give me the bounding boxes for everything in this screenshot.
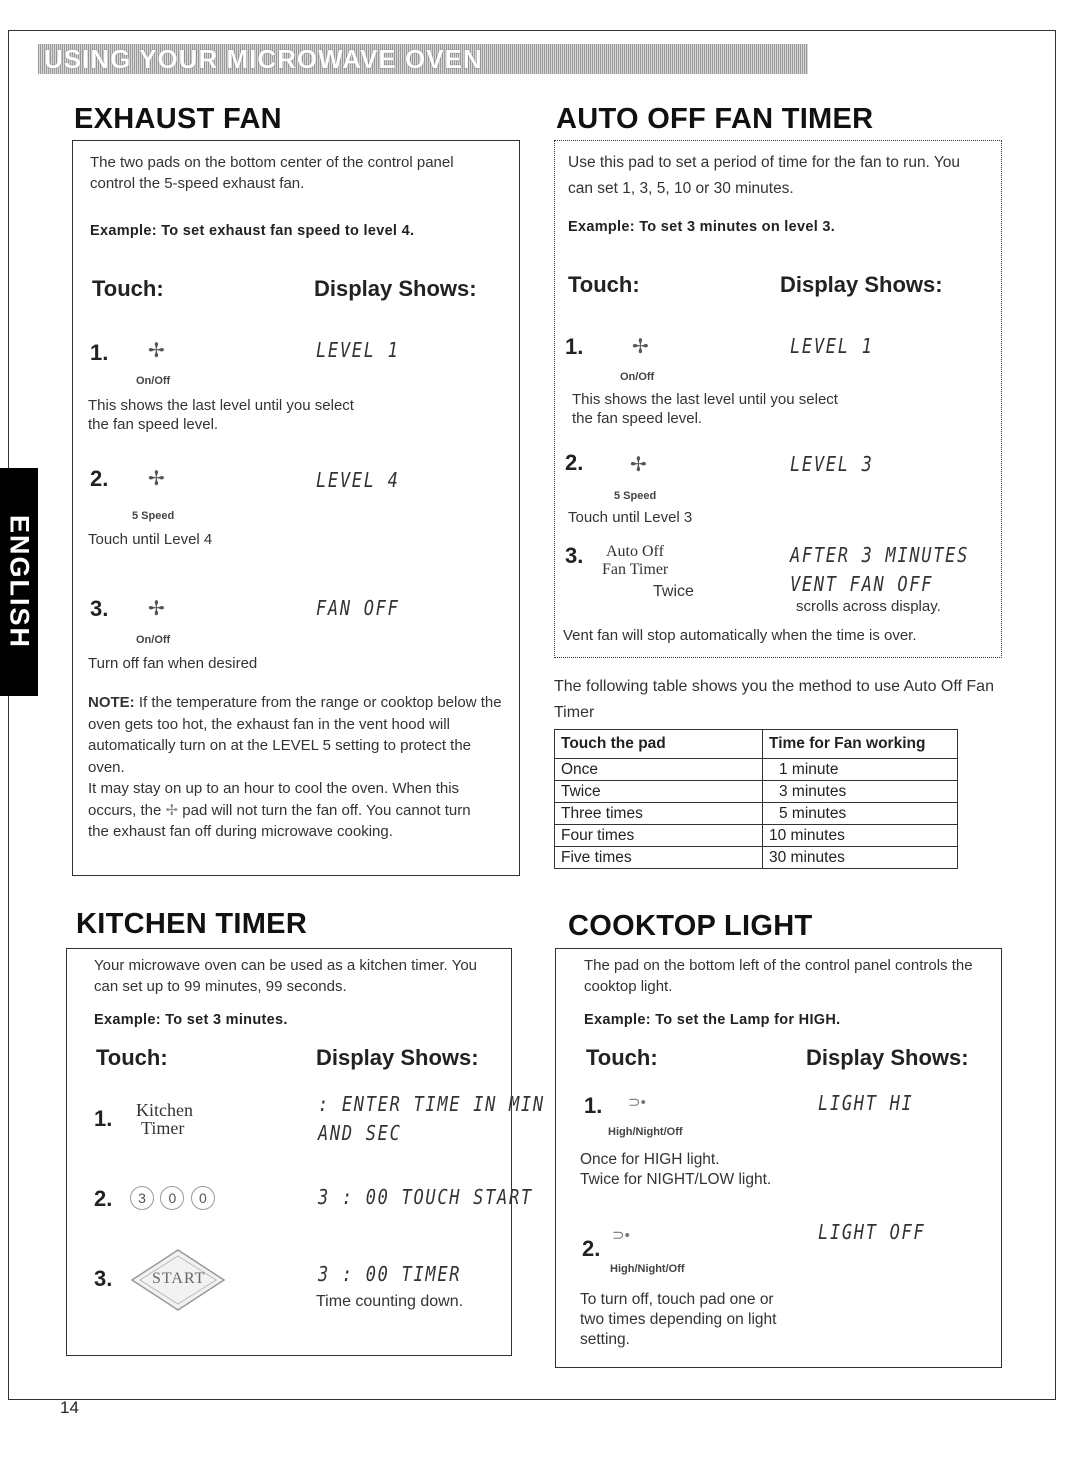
kitchen-timer-title: KITCHEN TIMER [76, 908, 308, 940]
step-number: 2. [94, 1186, 113, 1211]
display-readout: LEVEL 3 [790, 452, 874, 476]
step-number: 1. [565, 334, 584, 359]
fan-timer-table [554, 729, 958, 869]
cooktop-intro: The pad on the bottom left of the control panel controls the cooktop light. [584, 957, 973, 995]
step-number: 2. [90, 466, 109, 491]
kitchen-pad-label: Kitchen [136, 1100, 193, 1120]
step-number: 3. [90, 596, 109, 621]
table-cell: Four times [555, 825, 763, 847]
start-label: START [152, 1270, 206, 1287]
exhaust-note [88, 692, 510, 778]
fan-icon: ✢ [630, 454, 647, 476]
exhaust-example: Example: To set exhaust fan speed to level 4. [90, 223, 415, 239]
pad-label: 5 Speed [614, 490, 657, 502]
note-text: If the temperature from the range or cooktop below the oven gets too hot, the exhaust fan in the vent hood will automatically turn on at the LEVEL 5 setting to protect the oven. [88, 694, 502, 776]
fan-timer-pad-label: Fan Timer [602, 561, 669, 578]
step-note: This shows the last level until you select the fan speed level. [88, 397, 354, 433]
table-row [555, 825, 958, 847]
step-note: This shows the last level until you select the fan speed level. [572, 391, 838, 427]
step-note: Touch until Level 4 [88, 531, 213, 548]
exhaust-note-2 [88, 778, 488, 843]
display-readout: LIGHT OFF [818, 1220, 926, 1244]
kitchen-example: Example: To set 3 minutes. [94, 1012, 288, 1028]
table-cell: 5 minutes [763, 803, 958, 825]
note-text: pad will not turn the fan off. You cannot turn the exhaust fan off during microwave cooking. [88, 801, 471, 840]
kitchen-display-heading: Display Shows: [316, 1045, 479, 1070]
display-readout: FAN OFF [316, 596, 400, 620]
cooktop-light-title: COOKTOP LIGHT [568, 910, 813, 942]
step-number: 2. [565, 450, 584, 475]
cooktop-display-heading: Display Shows: [806, 1045, 969, 1070]
table-header: Time for Fan working [763, 730, 958, 759]
fan-icon: ✢ [148, 340, 165, 362]
auto-off-title: AUTO OFF FAN TIMER [556, 103, 874, 135]
light-icon: ⊃• [612, 1227, 630, 1244]
pad-label: On/Off [136, 634, 171, 646]
light-icon: ⊃• [628, 1094, 646, 1111]
display-readout: LIGHT HI [818, 1091, 914, 1115]
fan-icon: ✢ [148, 598, 165, 620]
table-row [555, 781, 958, 803]
step-number: 1. [584, 1093, 603, 1118]
table-cell: 3 minutes [763, 781, 958, 803]
display-readout: AND SEC [318, 1121, 402, 1145]
cooktop-touch-heading: Touch: [586, 1045, 658, 1070]
step-number: 3. [94, 1266, 113, 1291]
display-readout: 3 : 00 TIMER [318, 1262, 462, 1286]
display-readout: LEVEL 4 [316, 468, 400, 492]
table-intro: The following table shows you the method to use Auto Off Fan Timer [554, 678, 994, 721]
display-readout: LEVEL 1 [316, 338, 400, 362]
exhaust-fan-title: EXHAUST FAN [74, 103, 282, 135]
table-cell: 30 minutes [763, 847, 958, 869]
auto-off-example: Example: To set 3 minutes on level 3. [568, 219, 836, 235]
number-pad[interactable]: 0 [160, 1186, 184, 1210]
note-label: NOTE: [88, 694, 135, 711]
cooktop-example: Example: To set the Lamp for HIGH. [584, 1012, 841, 1028]
pad-label: 5 Speed [132, 510, 175, 522]
step-number: 1. [94, 1106, 113, 1131]
table-row [555, 847, 958, 869]
step-note: To turn off, touch pad one or two times depending on light setting. [580, 1291, 777, 1348]
step-note: Once for HIGH light. [580, 1151, 720, 1168]
exhaust-display-heading: Display Shows: [314, 276, 477, 301]
step-note: Twice for NIGHT/LOW light. [580, 1171, 772, 1188]
display-readout: AFTER 3 MINUTES [790, 543, 970, 567]
pad-label: On/Off [620, 371, 655, 383]
step-number: 1. [90, 340, 109, 365]
auto-off-intro: Use this pad to set a period of time for the fan to run. You can set 1, 3, 5, 10 or 30 minutes. [568, 154, 961, 197]
display-readout: 3 : 00 TOUCH START [318, 1185, 533, 1209]
auto-off-footer: Vent fan will stop automatically when the time is over. [563, 627, 917, 644]
timer-pad-label: Timer [141, 1118, 185, 1138]
fan-icon: ✢ [165, 801, 179, 819]
auto-off-touch-heading: Touch: [568, 272, 640, 297]
number-pad[interactable]: 0 [191, 1186, 215, 1210]
step-note: Turn off fan when desired [88, 655, 258, 672]
table-cell: Twice [555, 781, 763, 803]
step-number: 2. [582, 1236, 601, 1261]
scroll-note: scrolls across display. [796, 598, 941, 615]
pad-label: High/Night/Off [608, 1126, 683, 1138]
table-row [555, 759, 958, 781]
table-header: Touch the pad [555, 730, 763, 759]
page-number: 14 [60, 1398, 79, 1417]
step-number: 3. [565, 543, 584, 568]
number-pads [130, 1186, 217, 1210]
table-cell: 1 minute [763, 759, 958, 781]
table-cell: Once [555, 759, 763, 781]
number-pad[interactable]: 3 [130, 1186, 154, 1210]
display-readout: VENT FAN OFF [790, 572, 934, 596]
display-readout: LEVEL 1 [790, 334, 874, 358]
kitchen-intro: Your microwave oven can be used as a kitchen timer. You can set up to 99 minutes, 99 seconds. [94, 957, 478, 995]
note-text: It may stay on up to an hour to cool the oven. When this occurs, the [88, 780, 460, 819]
auto-off-pad-label: Auto Off [606, 543, 664, 560]
auto-off-display-heading: Display Shows: [780, 272, 943, 297]
fan-icon: ✢ [148, 468, 165, 490]
table-cell: Three times [555, 803, 763, 825]
start-button[interactable] [130, 1248, 226, 1312]
twice-label: Twice [653, 583, 694, 600]
step-note: Touch until Level 3 [568, 509, 693, 526]
exhaust-intro: The two pads on the bottom center of the control panel control the 5-speed exhaust fan. [90, 154, 454, 192]
counting-note: Time counting down. [316, 1293, 464, 1310]
section-header: USING YOUR MICROWAVE OVEN [38, 44, 808, 74]
table-cell: 10 minutes [763, 825, 958, 847]
exhaust-touch-heading: Touch: [92, 276, 164, 301]
fan-icon: ✢ [632, 336, 649, 358]
kitchen-touch-heading: Touch: [96, 1045, 168, 1070]
pad-label: High/Night/Off [610, 1263, 685, 1275]
display-readout: : ENTER TIME IN MIN [318, 1092, 545, 1116]
table-cell: Five times [555, 847, 763, 869]
language-tab: ENGLISH [0, 468, 38, 696]
pad-label: On/Off [136, 375, 171, 387]
table-row [555, 803, 958, 825]
